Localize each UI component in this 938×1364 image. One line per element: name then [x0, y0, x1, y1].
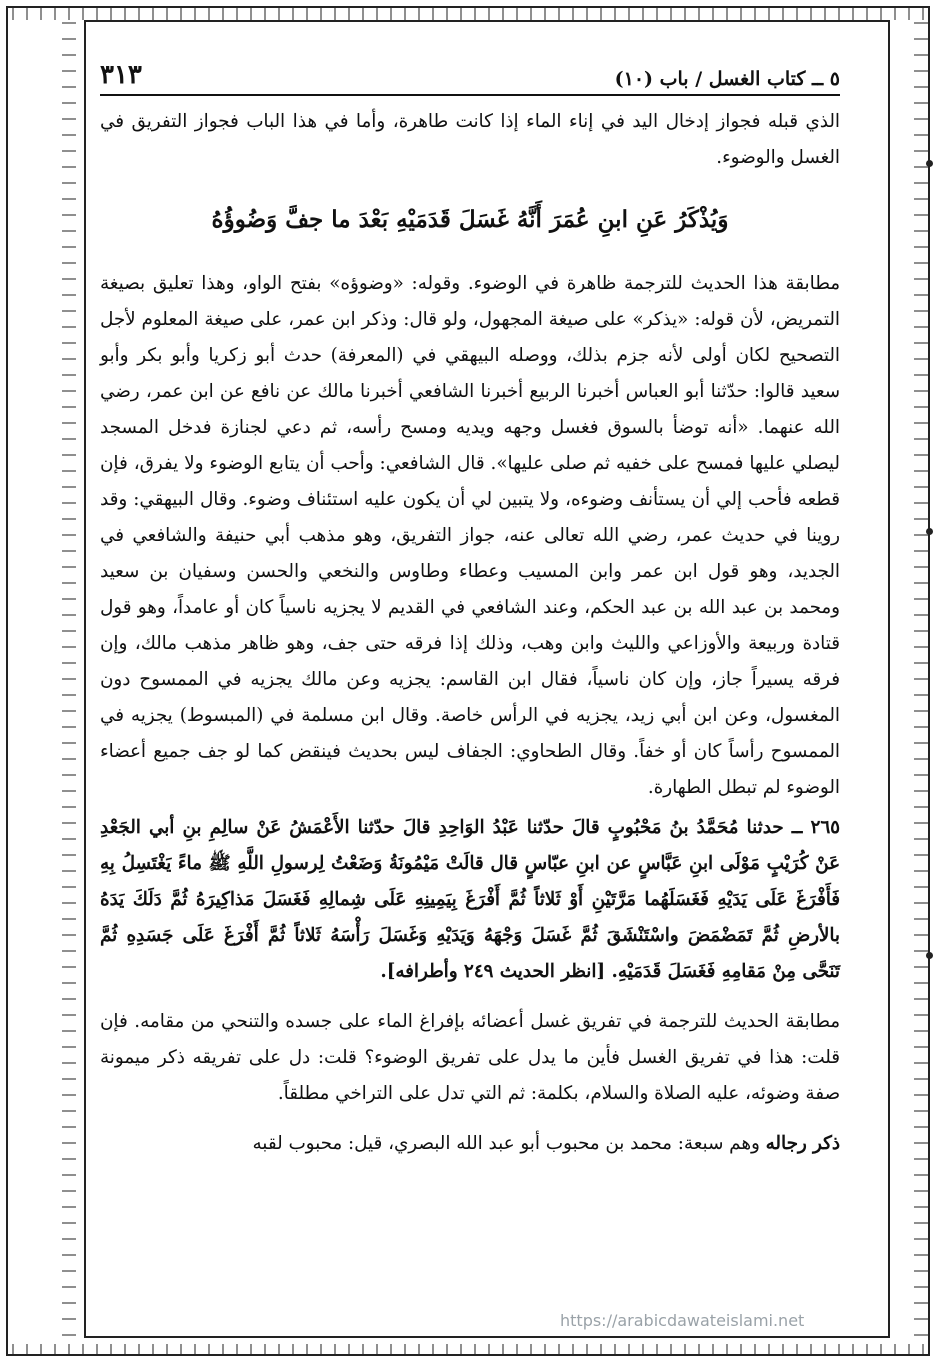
hadith-number: ٢٦٥ ــ: [791, 817, 840, 838]
book-page: [100, 52, 840, 1322]
watermark-url: https://arabicdawateislami.net: [560, 1311, 805, 1330]
margin-dot-icon: [926, 528, 933, 535]
commentary-paragraph: مطابقة هذا الحديث للترجمة ظاهرة في الوضوء. وقوله: «وضوؤه» بفتح الواو، وهذا تعليق بصيغة التمريض، لأن قوله: «يذكر» على صيغة المجهول، ولو قال: وذكر ابن عمر، على صيغة المعلوم لأجل التصحيح لكان أولى لأنه جزم بذلك، ووصله البيهقي في (المعرفة) حدث أبو زكريا وأبو بكر وأبو سعيد قالوا: حدّثنا أبو العباس أخبرنا الربيع أخبرنا الشافعي أخبرنا مالك عن نافع عن ابن عمر، رضي الله عنهما. «أنه توضأ بالسوق فغسل وجهه ويديه ومسح رأسه، ثم دعي لجنازة فدخل المسجد ليصلي عليها فمسح على خفيه ثم صلى عليها». قال الشافعي: وأحب أن يتابع الوضوء ولا يفرق، فإن قطعه فأحب إلي أن يستأنف وضوءه، ولا يتبين لي أن يكون عليه استئناف وضوء. وقال البيهقي: وقد روينا في حديث عمر، رضي الله تعالى عنه، جواز التفريق، وهو مذهب أبي حنيفة والشافعي في الجديد، وهو قول ابن عمر وابن المسيب وعطاء وطاوس والنخعي والحسن وسفيان بن سعيد ومحمد بن عبد الله بن عبد الحكم، وعند الشافعي في القديم لا يجزيه ناسياً كان أو عامداً، وهو قول قتادة وربيعة والأوزاعي والليث وابن وهب، وذلك إذا فرقه حتى جف، وهو ظاهر مذهب مالك، وإن فرقه يسيراً جاز، وإن كان ناسياً، فقال ابن القاسم: يجزيه وعن مالك يجزيه في الممسوح دون المغسول، وعن ابن أبي زيد، يجزيه في الرأس خاصة. وقال ابن مسلمة في (المبسوط) يجزيه في الممسوح رأساً كان أو خفاً. وقال الطحاوي: الجفاف ليس بحديث فينقض كما لو جف جميع أعضاء الوضوء لم تبطل الطهارة.: [100, 273, 840, 798]
section-heading: ذكر رجاله: [765, 1133, 840, 1154]
hadith-paragraph: [100, 810, 840, 990]
margin-dot-icon: [926, 952, 933, 959]
rijal-text: وهم سبعة: محمد بن محبوب أبو عبد الله البصري، قيل: محبوب لقبه: [252, 1133, 760, 1154]
matching-paragraph: مطابقة الحديث للترجمة في تفريق غسل أعضائه بإفراغ الماء على جسده والتنحي من مقامه. فإن قلت: هذا في تفريق الغسل فأين ما يدل على تفريق الوضوء؟ قلت: دل على تفريقه ذكر ميمونة صفة وضوئه، عليه الصلاة والسلام، بكلمة: ثم التي تدل على التراخي مطلقاً.: [100, 1011, 840, 1104]
intro-paragraph: الذي قبله فجواز إدخال اليد في إناء الماء إذا كانت طاهرة، وأما في هذا الباب فجواز التفريق في الغسل والوضوء.: [100, 111, 840, 168]
rijal-paragraph: [100, 1126, 840, 1162]
running-head: ٥ ــ كتاب الغسل / باب (١٠): [614, 68, 840, 90]
page-number: ٣١٣: [100, 60, 142, 90]
hadith-text: حدثنا مُحَمَّدُ بنُ مَحْبُوبٍ قالَ حدّثنا عَبْدُ الوَاحِدِ قالَ حدّثنا الأَعْمَشُ عَنْ سالِمِ بنِ أبي الجَعْدِ عَنْ كُرَيْبٍ مَوْلَى ابنِ عَبَّاسٍ عن ابنِ عبّاسٍ قال قالَتْ مَيْمُونَةُ وَضَعْتُ لِرسولِ اللَّهِ ﷺ ماءً يَغْتَسِلُ بِهِ فَأَفْرَغَ عَلَى يَدَيْهِ فَغَسَلَهُما مَرَّتَيْنِ أَوْ ثَلاثاً ثُمَّ أَفْرَغَ بِيَمِينِهِ عَلَى شِمالِهِ فَغَسَلَ مَذاكِيرَهُ ثُمَّ دَلَكَ يَدَهُ بالأرضِ ثُمَّ تَمَضْمَضَ واسْتَنْشَقَ ثُمَّ غَسَلَ وَجْهَهُ وَيَدَيْهِ وَغَسَلَ رَأْسَهُ ثَلاثاً ثُمَّ أَفْرَغَ عَلَى جَسَدِهِ ثُمَّ تَنَحَّى مِنْ مَقامِهِ فَغَسَلَ قَدَمَيْهِ. [انظر الحديث ٢٤٩ وأطرافه].: [100, 817, 840, 982]
page-header: [100, 52, 840, 96]
margin-dot-icon: [926, 160, 933, 167]
quoted-narration: وَيُذْكَرُ عَنِ ابنِ عُمَرَ أَنَّهُ غَسَلَ قَدَمَيْهِ بَعْدَ ما جفَّ وَضُوؤُهُ: [211, 206, 729, 233]
